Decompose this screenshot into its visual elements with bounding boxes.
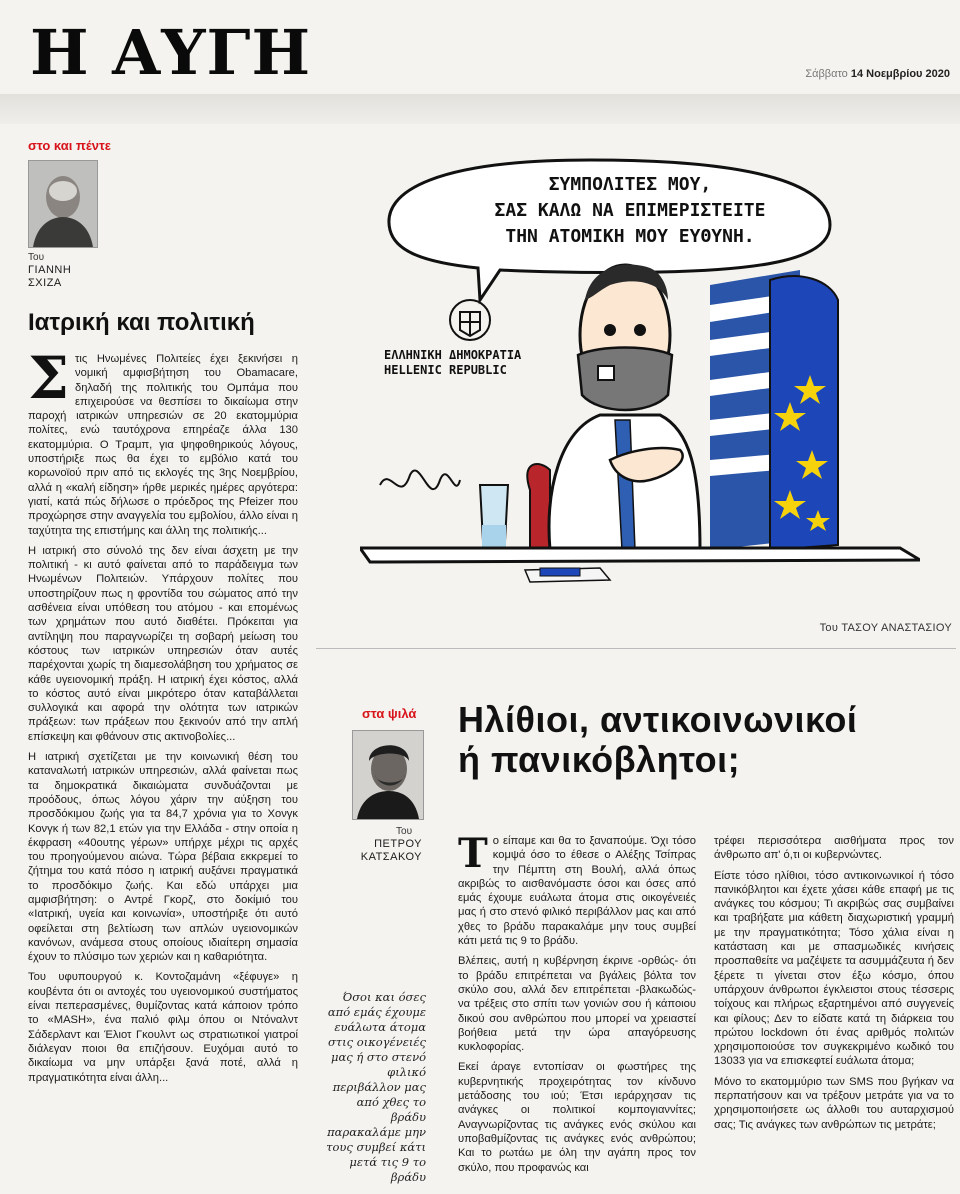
right-paragraph: Είστε τόσο ηλίθιοι, τόσο αντικοινωνικοί ή τόσο πανικόβλητοι και έχετε χάσει κάθε επαφή με τις ανάγκες του κόσμου; Τι ακριβώς σας συμβαίνει και τραβήξατε μια κάθετη διαχωριστική γραμμή με την πραγματικότητα; Τόσο χάλια είναι η κατάσταση και με σπασμωδικές κινήσεις προσπαθείτε να μαζέψετε τα ασυμμάζευτα ή δεν ξέρετε τι γίνεται στον έξω κόσμο, όπου υπάρχουν άνθρωποι έγκλειστοι στους τέσσερις τοίχους και πλήρως εξαρτημένοι από συγγενείς και φίλους; Δεν το είδατε κατά τη διάρκεια του πρώτου lockdown ότι ένας αριθμός πολιτών χρησιμοποιούσε τον συγκεκριμένο κωδικό του 13033 για να επισκεφτεί ευάλωτα άτομα; [714, 869, 954, 1068]
left-paragraph: Του υφυπουργού κ. Κοντοζαμάνη «ξέφυγε» η κουβέντα ότι οι αντοχές του υγειονομικού συστήματος είναι πεπερασμένες, θυμίζοντας κατά κάποιον τρόπο το «MASH», ένα παλιό φιλμ όπου οι Ντόναλντ Σάδερλαντ και Έλιοτ Γκουλντ ως στρατιωτικοί γιατροί διάλεγαν ποιοι θα επιζήσουν. Ευχόμαι αυτό το δικαίωμα να μην υπάρξει ξανά ποτέ, αλλά η πραγματικότητα είναι άλλη... [28, 971, 298, 1084]
issue-date: Σάββατο 14 Νοεμβρίου 2020 [805, 68, 950, 80]
right-body-col2 [714, 834, 954, 1138]
left-paragraph: Η ιατρική στο σύνολό της δεν είναι άσχετη με την πολιτική - κι αυτό φαίνεται από το παράδειγμα των Ηνωμένων Πολιτειών. Υπάρχουν πολίτες που υποστηρίζουν πως η φροντίδα του σώματος από την ασθένεια είναι υπόθεση του ατόμου - και επομένως των χρημάτων που αυτό διαθέτει. Πρόκειται για αντίληψη που παραγνωρίζει τη σοβαρή μείωση του κόστους των ιατρικών υπηρεσιών όταν αυτές παρέχονται χωρίς τη διαμεσολάβηση του χρήματος σε κάθε υγειονομική πράξη. Η ιατρική έχει κόστος, αλλά το κόστος αυτό είναι μικρότερο όταν καταβάλλεται συλλογικά και αφορά την ολότητα των ιατρικών πράξεων: των πράξεων που ξεκινούν από την απλή επίσκεψη και φθάνουν στις ακτινοβολίες... [28, 544, 298, 743]
left-paragraph: Η ιατρική σχετίζεται με την κοινωνική θέση του καταναλωτή ιατρικών υπηρεσιών, αλλά φαίνεται πως τα δημοκρατικά δικαιώματα συνδυάζονται με προόδους, όπως λόγου χάριν την αύξηση του προσδόκιμου ζωής για τα 84,7 χρόνια για το Χονγκ Κονγκ ή των 82,1 ετών για την Ελλάδα - στην οποία η έκφραση «40ουτης γέρων» υπήρχε μέχρι τις αρχές του προηγούμενου αιώνα. Τώρα βέβαια εκκρεμεί το ζήτημα του κατά πόσο η ιατρική αυξάνει πραγματικά το προσδόκιμο ζωής. Και εδώ υπάρχει μια αμφισβήτηση: ο Αντρέ Γκορζ, στο δοκίμιό του «Ιατρική, υγεία και κοινωνία», υποστήριξε ότι αυτό οφείλεται στη βελτίωση των απλών υγειονομικών κανόνων, ανάμεσα στους οποίους ιδιαίτερη σημασία έχουν το πλύσιμο των χεριών και η καθαριότητα. [28, 751, 298, 964]
left-author: ΓΙΑΝΝΗ ΣΧΙΖΑ [28, 264, 72, 290]
masthead-rule [0, 94, 960, 124]
left-body [28, 344, 298, 1091]
pull-quote: Όσοι και όσες από εμάς έχουμε ευάλωτα άτομα στις οικογένειές μας ή στο στενό φιλικό περιβάλλον μας από χθες το βράδυ παρακαλάμε μην τους συμβεί κάτι μετά τις 9 το βράδυ [326, 990, 426, 1184]
left-headline: Ιατρική και πολιτική [28, 309, 255, 336]
emblem-text: ΕΛΛΗΝΙΚΗ ΔΗΜΟΚΡΑΤΙΑ HELLENIC REPUBLIC [384, 348, 522, 377]
masthead-title: Η ΑΥΓΗ [30, 16, 312, 89]
right-paragraph: Εκεί άραγε εντοπίσαν οι φωστήρες της κυβερνητικής προχειρότητας τον κίνδυνο μετάδοσης του ιού; Έτσι ιεράρχησαν τις ανάγκες οι πολιτικοί κομπογιαννίτες; Αναγνωρίζοντας τις ανάγκες ενός σκύλου και υποβαθμίζοντας τις ανάγκες ενός ανθρώπου; Και το ρωτάω με όλη την αγάπη προς τον σκύλο, που προφανώς και [458, 1061, 696, 1174]
left-kicker: στο και πέντε [28, 138, 111, 153]
right-headline: Ηλίθιοι, αντικοινωνικοί ή πανικόβλητοι; [458, 699, 858, 780]
right-byline-prefix: Του [396, 826, 413, 837]
right-kicker: στα ψιλά [362, 706, 417, 721]
left-byline-prefix: Του [28, 252, 45, 263]
speech-text: ΣΥΜΠΟΛΙΤΕΣ ΜΟΥ, ΣΑΣ ΚΑΛΩ ΝΑ ΕΠΙΜΕΡΙΣΤΕΙΤΕ ΤΗΝ ΑΤΟΜΙΚΗ ΜΟΥ ΕΥΘΥΝΗ. [494, 174, 766, 247]
cartoon-credit: Του ΤΑΣΟΥ ΑΝΑΣΤΑΣΙΟΥ [819, 622, 952, 634]
author-photo-katsakos [352, 730, 424, 820]
political-cartoon [360, 130, 920, 590]
right-paragraph: Βλέπεις, αυτή η κυβέρνηση έκρινε -ορθώς- ότι το βράδυ επιτρέπεται να βγάλεις βόλτα τον σκύλο σου, αλλά δεν επιτρέπεται -βλακωδώς- να τρέξεις στο σπίτι των γονιών σου ή κάποιου δικού σου ανθρώπου που μπορεί να χρειαστεί βοήθεια μετά την ώρα απαγόρευσης κυκλοφορίας. [458, 955, 696, 1054]
right-body-col1 [458, 830, 696, 1181]
right-paragraph: τρέφει περισσότερα αισθήματα προς τον άνθρωπο απ' ό,τι οι κυβερνώντες. [714, 835, 954, 862]
section-divider [316, 648, 956, 649]
right-dropcap: Τ [458, 830, 488, 877]
right-paragraph: Το είπαμε και θα το ξαναπούμε. Όχι τόσο κομψά όσο το έθεσε ο Αλέξης Τσίπρας την Πέμπτη στη Βουλή, αλλά όπως ακριβώς το αισθανόμαστε όσοι και όσες από εμάς έχουμε ευάλωτα άτομα στις οικογένειές μας ή στο στενό φιλικό περιβάλλον μας και από χθες το βράδυ παρακαλάμε μην τους συμβεί κάτι μετά τις 9 το βράδυ. [458, 830, 696, 948]
right-paragraph: Μόνο το εκατομμύριο των SMS που βγήκαν να περπατήσουν και να τρέξουν μετράτε για να το χρησιμοποιήσετε ως άλλοθι του αυταρχισμού σας; Τις ανάγκες των ανθρώπων τις μετράτε; [714, 1075, 954, 1131]
left-paragraph: Στις Ηνωμένες Πολιτείες έχει ξεκινήσει η νομική αμφισβήτηση του Obamacare, δηλαδή της πολιτικής του Ομπάμα που επιχειρούσε να θεσπίσει το δικαίωμα στην παροχή ιατρικών υπηρεσιών σε 20 εκατομμύρια πολίτες, ενώ ταυτόχρονα επηρέαζε άλλα 130 εκατομμύρια. Ο Τραμπ, για ψηφοθηρικούς λόγους, υποστήριξε πως θα έχει το εμβόλιο κατά του κορωνοϊού πριν από τις εκλογές της 3ης Νοεμβρίου, αλλά η «καλή είδηση» ήρθε μερικές ημέρες αργότερα: γιατί, κατά πώς δήλωσε ο πρόεδρος της Pfeizer που προχώρησε στην αναγγελία του εμβολίου, άλλο είναι η ταχύτητα της επιστήμης και άλλη της πολιτικής... [28, 344, 298, 537]
left-dropcap: Σ [28, 344, 70, 412]
right-author: ΠΕΤΡΟΥ ΚΑΤΣΑΚΟΥ [360, 838, 422, 864]
author-photo-schizas [28, 160, 98, 248]
